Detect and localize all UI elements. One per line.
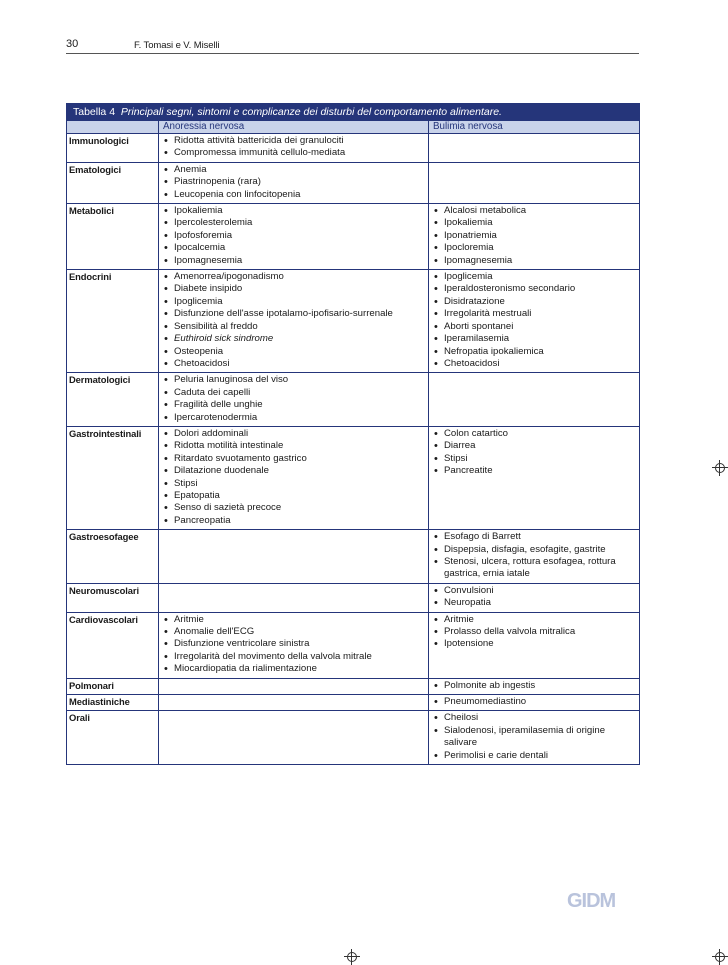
list-item: • Chetoacidosi — [433, 358, 635, 370]
list-item: • Nefropatia ipokaliemica — [433, 346, 635, 358]
list-item: • Piastrinopenia (rara) — [163, 176, 424, 188]
list-item: • Compromessa immunità cellulo-mediata — [163, 147, 424, 159]
table-row — [67, 583, 640, 612]
list-item: • Senso di sazietà precoce — [163, 502, 424, 514]
table-body — [67, 134, 640, 765]
list-item: • Dolori addominali — [163, 428, 424, 440]
list-item: • Colon catartico — [433, 428, 635, 440]
list-item: • Caduta dei capelli — [163, 387, 424, 399]
list-item: • Ipokaliemia — [433, 217, 635, 229]
list-item: • Polmonite ab ingestis — [433, 680, 635, 692]
bulimia-list — [433, 712, 635, 762]
list-item: • Pancreopatia — [163, 515, 424, 527]
row-category: Ematologici — [67, 162, 159, 203]
anoressia-cell — [159, 270, 429, 373]
list-item: • Stipsi — [433, 453, 635, 465]
anoressia-cell — [159, 678, 429, 694]
row-category: Orali — [67, 711, 159, 765]
symptoms-table — [66, 103, 640, 765]
list-item: • Neuropatia — [433, 597, 635, 609]
list-item: • Sialodenosi, iperamilasemia di origine salivare — [433, 725, 635, 750]
list-item: • Dilatazione duodenale — [163, 465, 424, 477]
list-item: • Ridotta attività battericida dei granulociti — [163, 135, 424, 147]
row-category: Gastroesofagee — [67, 530, 159, 584]
logo-text: GIDM — [567, 890, 616, 912]
list-item: • Epatopatia — [163, 490, 424, 502]
list-item: • Euthiroid sick sindrome — [163, 333, 424, 345]
list-item: • Ipocalcemia — [163, 242, 424, 254]
registration-mark-corner — [712, 949, 728, 965]
list-item: • Amenorrea/ipogonadismo — [163, 271, 424, 283]
list-item: • Ipomagnesemia — [433, 255, 635, 267]
table-row — [67, 373, 640, 427]
list-item: • Pneumomediastino — [433, 696, 635, 708]
table-row — [67, 426, 640, 529]
anoressia-cell — [159, 134, 429, 163]
list-item: • Aborti spontanei — [433, 321, 635, 333]
row-category: Mediastiniche — [67, 695, 159, 711]
list-item: • Anomalie dell'ECG — [163, 626, 424, 638]
anoressia-list — [163, 135, 424, 160]
table-row — [67, 711, 640, 765]
anoressia-cell — [159, 612, 429, 678]
list-item: • Esofago di Barrett — [433, 531, 635, 543]
anoressia-list — [163, 374, 424, 424]
table-row — [67, 204, 640, 270]
registration-mark-bottom — [344, 949, 360, 965]
row-category: Metabolici — [67, 204, 159, 270]
list-item: • Disfunzione dell'asse ipotalamo-ipofisario-surrenale — [163, 308, 424, 320]
anoressia-cell — [159, 530, 429, 584]
column-header-anoressia: Anoressia nervosa — [159, 121, 429, 134]
list-item: • Ridotta motilità intestinale — [163, 440, 424, 452]
table-row — [67, 270, 640, 373]
bulimia-list — [433, 585, 635, 610]
table-caption-row — [67, 104, 640, 121]
list-item: • Leucopenia con linfocitopenia — [163, 189, 424, 201]
list-item: • Cheilosi — [433, 712, 635, 724]
list-item: • Iponatriemia — [433, 230, 635, 242]
bulimia-cell — [429, 695, 640, 711]
anoressia-cell — [159, 695, 429, 711]
list-item: • Peluria lanuginosa del viso — [163, 374, 424, 386]
bulimia-cell — [429, 373, 640, 427]
list-item: • Osteopenia — [163, 346, 424, 358]
column-header-category — [67, 121, 159, 134]
list-item: • Perimolisi e carie dentali — [433, 750, 635, 762]
page-number: 30 — [66, 38, 79, 50]
anoressia-list — [163, 428, 424, 527]
list-item: • Sensibilità al freddo — [163, 321, 424, 333]
anoressia-cell — [159, 711, 429, 765]
table-row — [67, 678, 640, 694]
table-row — [67, 530, 640, 584]
bulimia-cell — [429, 612, 640, 678]
bulimia-list — [433, 614, 635, 651]
row-category: Gastrointestinali — [67, 426, 159, 529]
table-row — [67, 162, 640, 203]
list-item: • Diarrea — [433, 440, 635, 452]
table-container — [66, 103, 639, 765]
list-item: • Iperamilasemia — [433, 333, 635, 345]
list-item: • Disfunzione ventricolare sinistra — [163, 638, 424, 650]
table-caption-text: Principali segni, sintomi e complicanze dei disturbi del comportamento alimentare. — [120, 106, 502, 118]
table-row — [67, 695, 640, 711]
list-item: • Diabete insipido — [163, 283, 424, 295]
bulimia-list — [433, 680, 635, 692]
list-item: • Aritmie — [163, 614, 424, 626]
bulimia-cell — [429, 583, 640, 612]
anoressia-list — [163, 271, 424, 370]
list-item: • Alcalosi metabolica — [433, 205, 635, 217]
list-item: • Ipercolesterolemia — [163, 217, 424, 229]
bulimia-cell — [429, 711, 640, 765]
list-item: • Disidratazione — [433, 296, 635, 308]
anoressia-cell — [159, 373, 429, 427]
list-item: • Prolasso della valvola mitralica — [433, 626, 635, 638]
list-item: • Ipofosforemia — [163, 230, 424, 242]
bulimia-cell — [429, 530, 640, 584]
anoressia-cell — [159, 162, 429, 203]
list-item: • Dispepsia, disfagia, esofagite, gastrite — [433, 544, 635, 556]
bulimia-cell — [429, 134, 640, 163]
anoressia-list — [163, 164, 424, 201]
bulimia-cell — [429, 204, 640, 270]
running-header-authors: F. Tomasi e V. Miselli — [134, 40, 220, 51]
list-item: • Ipokaliemia — [163, 205, 424, 217]
list-item: • Ipercarotenodermia — [163, 412, 424, 424]
list-item: • Pancreatite — [433, 465, 635, 477]
anoressia-cell — [159, 204, 429, 270]
list-item: • Ritardato svuotamento gastrico — [163, 453, 424, 465]
list-item: • Irregolarità del movimento della valvola mitrale — [163, 651, 424, 663]
anoressia-list — [163, 614, 424, 676]
list-item: • Chetoacidosi — [163, 358, 424, 370]
gidm-logo — [567, 890, 615, 913]
registration-mark-right — [712, 460, 728, 476]
list-item: • Iperaldosteronismo secondario — [433, 283, 635, 295]
list-item: • Ipotensione — [433, 638, 635, 650]
list-item: • Miocardiopatia da rialimentazione — [163, 663, 424, 675]
list-item: • Convulsioni — [433, 585, 635, 597]
bulimia-list — [433, 205, 635, 267]
bulimia-cell — [429, 426, 640, 529]
table-caption-label: Tabella 4 — [73, 106, 116, 118]
column-header-bulimia: Bulimia nervosa — [429, 121, 640, 134]
bulimia-list — [433, 428, 635, 478]
list-item: • Anemia — [163, 164, 424, 176]
header-divider — [66, 53, 639, 54]
list-item: • Ipocloremia — [433, 242, 635, 254]
list-item: • Fragilità delle unghie — [163, 399, 424, 411]
list-item: • Stipsi — [163, 478, 424, 490]
anoressia-cell — [159, 426, 429, 529]
bulimia-list — [433, 271, 635, 370]
row-category: Cardiovascolari — [67, 612, 159, 678]
table-row — [67, 134, 640, 163]
anoressia-cell — [159, 583, 429, 612]
row-category: Neuromuscolari — [67, 583, 159, 612]
list-item: • Irregolarità mestruali — [433, 308, 635, 320]
list-item: • Ipoglicemia — [163, 296, 424, 308]
bulimia-cell — [429, 678, 640, 694]
list-item: • Stenosi, ulcera, rottura esofagea, rottura gastrica, ernia iatale — [433, 556, 635, 581]
bulimia-cell — [429, 162, 640, 203]
bulimia-list — [433, 531, 635, 581]
list-item: • Aritmie — [433, 614, 635, 626]
row-category: Endocrini — [67, 270, 159, 373]
bulimia-list — [433, 696, 635, 708]
list-item: • Ipoglicemia — [433, 271, 635, 283]
table-row — [67, 612, 640, 678]
row-category: Polmonari — [67, 678, 159, 694]
row-category: Immunologici — [67, 134, 159, 163]
row-category: Dermatologici — [67, 373, 159, 427]
bulimia-cell — [429, 270, 640, 373]
table-header-row — [67, 121, 640, 134]
anoressia-list — [163, 205, 424, 267]
table-caption — [67, 104, 640, 121]
list-item: • Ipomagnesemia — [163, 255, 424, 267]
